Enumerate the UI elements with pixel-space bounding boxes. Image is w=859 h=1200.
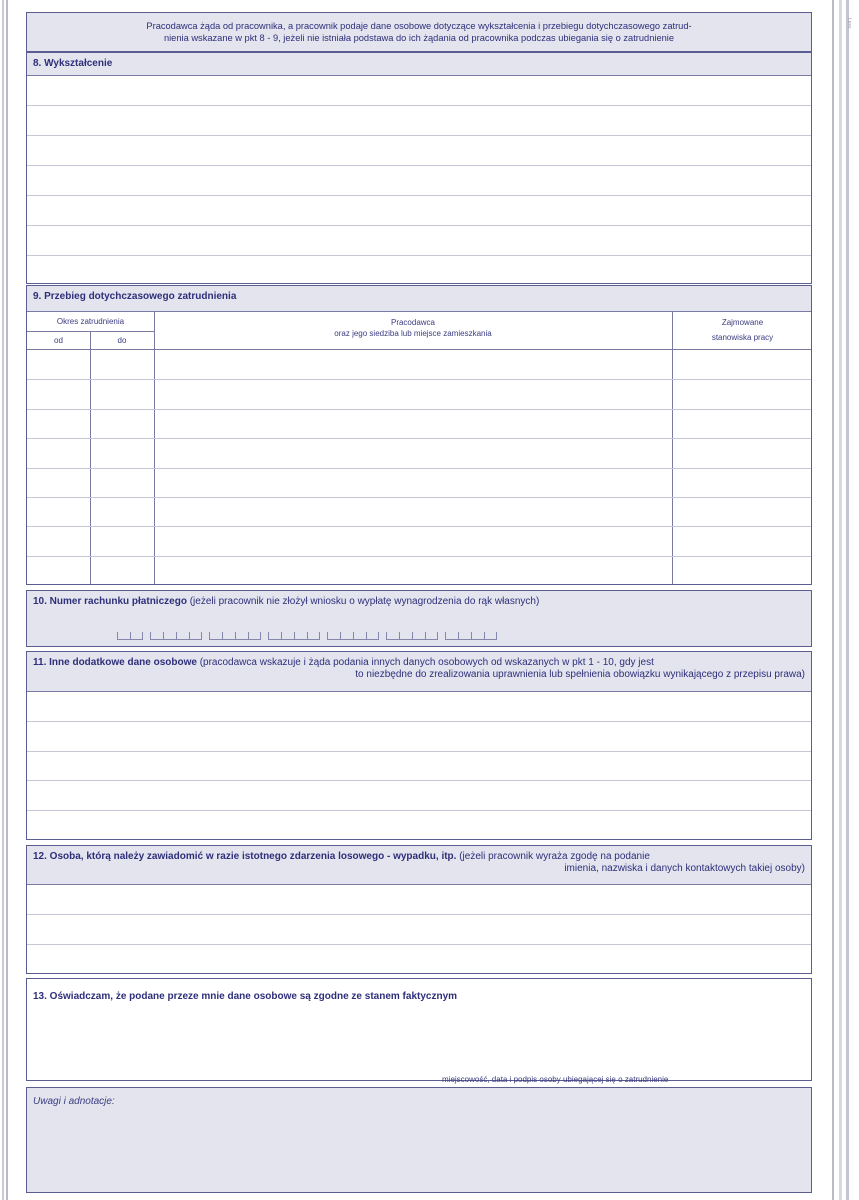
col-employer-line2: oraz jego siedziba lub miejsce zamieszkania xyxy=(334,329,492,338)
emergency-note-1: (jeżeli pracownik wyraża zgodę na podanie xyxy=(459,851,650,862)
section-emergency-title xyxy=(27,846,811,885)
bank-note: (jeżeli pracownik nie złożył wniosku o wypłatę wynagrodzenia do rąk własnych) xyxy=(189,596,540,607)
bank-title: 10. Numer rachunku płatniczego xyxy=(33,596,187,607)
intro-line-1: Pracodawca żąda od pracownika, a pracownik podaje dane osobowe dotyczące wykształcenia i przebiegu dotychczasowego zatrud- xyxy=(146,21,692,31)
other-title: 11. Inne dodatkowe dane osobowe xyxy=(33,657,197,668)
education-field[interactable] xyxy=(27,76,811,284)
section-declaration xyxy=(26,978,812,1081)
col-period: Okres zatrudnienia xyxy=(56,317,125,326)
account-digit-group xyxy=(386,632,438,641)
account-digit-group xyxy=(117,632,143,641)
col-from: od xyxy=(54,336,63,345)
emergency-contact-field[interactable] xyxy=(27,885,811,973)
remarks-box[interactable] xyxy=(26,1087,812,1193)
account-digit-group xyxy=(268,632,320,641)
signature-line-left[interactable] xyxy=(26,1080,437,1081)
intro-notice xyxy=(26,12,812,52)
signature-line-right xyxy=(757,1080,812,1081)
intro-line-2: nienia wskazane w pkt 8 - 9, jeżeli nie istniała podstawa do ich żądania od pracownika podczas ubiegania się o zatrudnienie xyxy=(163,33,675,43)
emergency-note-2: imienia, nazwiska i danych kontaktowych takiej osoby) xyxy=(564,863,805,874)
other-data-field[interactable] xyxy=(27,692,811,839)
section-employment-title: 9. Przebieg dotychczasowego zatrudnienia xyxy=(27,286,811,311)
section-education xyxy=(26,52,812,284)
other-note-2: to niezbędne do zrealizowania uprawnienia lub spełnienia obowiązku wynikającego z przepisu prawa) xyxy=(355,669,805,680)
account-digit-group xyxy=(209,632,261,641)
col-position xyxy=(672,315,813,345)
employment-rows[interactable] xyxy=(27,350,811,584)
section-education-title: 8. Wykształcenie xyxy=(27,53,811,76)
section-bank-account xyxy=(26,590,812,647)
declaration-title: 13. Oświadczam, że podane przeze mnie dane osobowe są zgodne ze stanem faktycznym xyxy=(33,991,458,1002)
account-number-field[interactable] xyxy=(117,632,504,641)
section-other-title xyxy=(27,652,811,692)
other-note-1: (pracodawca wskazuje i żąda podania innych danych osobowych od wskazanych w pkt 1 - 10, gdy jest xyxy=(199,657,654,668)
emergency-title: 12. Osoba, którą należy zawiadomić w razie istotnego zdarzenia losowego - wypadku, itp. xyxy=(33,851,457,862)
account-digit-group xyxy=(150,632,202,641)
section-bank-title xyxy=(27,591,811,612)
right-page-edge xyxy=(826,0,859,1200)
col-employer xyxy=(154,317,672,339)
section-employment-history xyxy=(26,285,812,585)
col-position-line2: stanowiska pracy xyxy=(711,333,774,342)
col-to: do xyxy=(117,336,127,345)
section-emergency-contact xyxy=(26,845,812,974)
account-digit-group xyxy=(327,632,379,641)
remarks-label: Uwagi i adnotacje: xyxy=(33,1096,115,1107)
section-other-data xyxy=(26,651,812,840)
edge-mark: Lexx xyxy=(846,18,852,29)
left-page-edge xyxy=(0,0,12,1200)
signature-caption: miejscowość, data i podpis osoby ubiegającej się o zatrudnienie xyxy=(442,1075,669,1084)
col-employer-line1: Pracodawca xyxy=(390,318,436,327)
col-position-line1: Zajmowane xyxy=(721,318,764,327)
account-digit-group xyxy=(445,632,497,641)
